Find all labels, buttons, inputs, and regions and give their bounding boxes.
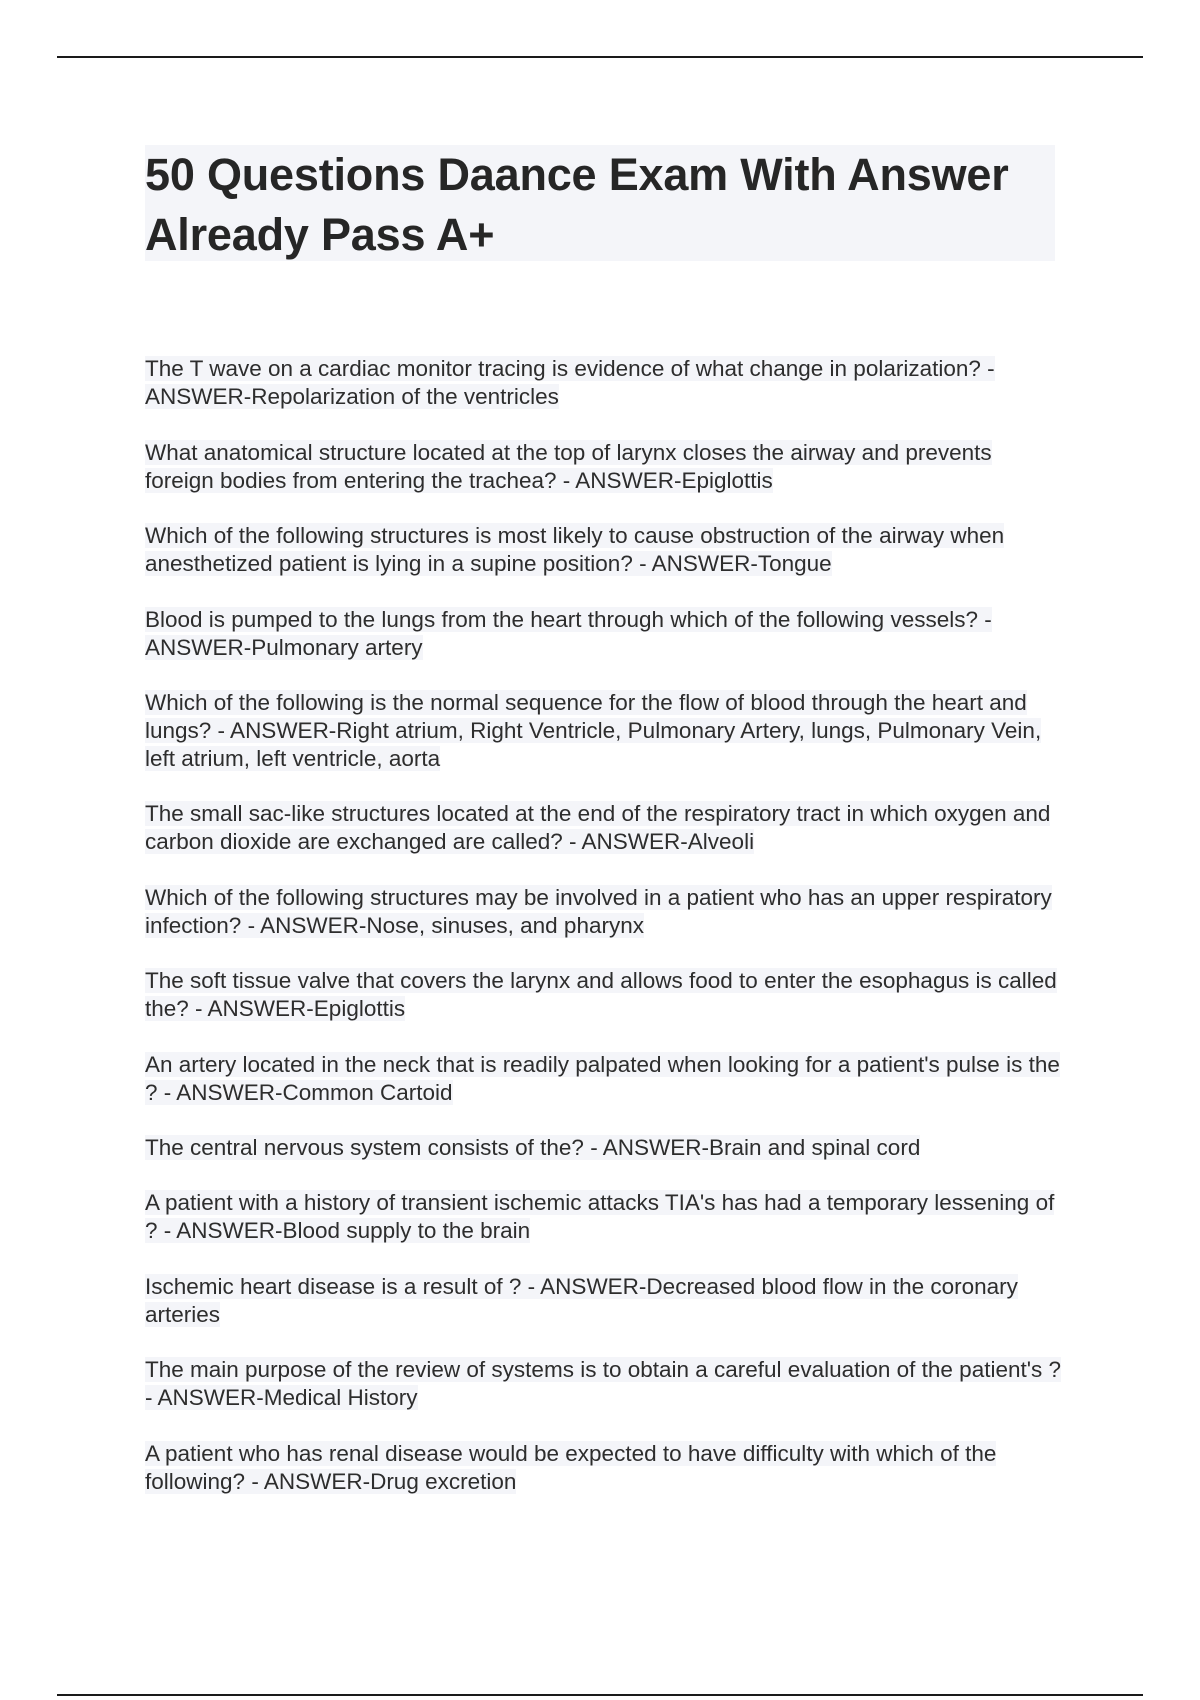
qa-item: Which of the following is the normal sequence for the flow of blood through the heart and lungs? - ANSWER-Right atrium, Right Ventricle, Pulmonary Artery, lungs, Pulmonary Vein, left atrium, left ventricle, aorta	[145, 690, 1042, 771]
document-title: 50 Questions Daance Exam With Answer Already Pass A+	[145, 149, 1009, 260]
qa-item: A patient with a history of transient ischemic attacks TIA's has had a temporary lessening of ? - ANSWER-Blood supply to the brain	[145, 1190, 1055, 1243]
qa-item: Ischemic heart disease is a result of ? - ANSWER-Decreased blood flow in the coronary arteries	[145, 1274, 1018, 1327]
qa-item: The main purpose of the review of systems is to obtain a careful evaluation of the patient's ? - ANSWER-Medical History	[145, 1357, 1062, 1410]
top-divider	[57, 56, 1143, 58]
qa-item: The small sac-like structures located at the end of the respiratory tract in which oxygen and carbon dioxide are exchanged are called? - ANSWER-Alveoli	[145, 801, 1051, 854]
qa-item: The T wave on a cardiac monitor tracing is evidence of what change in polarization? - ANSWER-Repolarization of the ventricles	[145, 356, 995, 409]
qa-item: A patient who has renal disease would be expected to have difficulty with which of the following? - ANSWER-Drug excretion	[145, 1441, 997, 1494]
qa-item: Blood is pumped to the lungs from the heart through which of the following vessels? - ANSWER-Pulmonary artery	[145, 607, 992, 660]
qa-item: What anatomical structure located at the top of larynx closes the airway and prevents foreign bodies from entering the trachea? - ANSWER-Epiglottis	[145, 440, 992, 493]
bottom-divider	[57, 1694, 1143, 1696]
qa-item: The central nervous system consists of the? - ANSWER-Brain and spinal cord	[145, 1135, 921, 1160]
qa-item: An artery located in the neck that is readily palpated when looking for a patient's pulse is the ? - ANSWER-Common Cartoid	[145, 1052, 1060, 1105]
qa-item: Which of the following structures is most likely to cause obstruction of the airway when anesthetized patient is lying in a supine position? - ANSWER-Tongue	[145, 523, 1005, 576]
qa-item: The soft tissue valve that covers the larynx and allows food to enter the esophagus is called the? - ANSWER-Epiglottis	[145, 968, 1057, 1021]
qa-item: Which of the following structures may be involved in a patient who has an upper respiratory infection? - ANSWER-Nose, sinuses, and pharynx	[145, 885, 1052, 938]
title-block	[145, 145, 1055, 261]
